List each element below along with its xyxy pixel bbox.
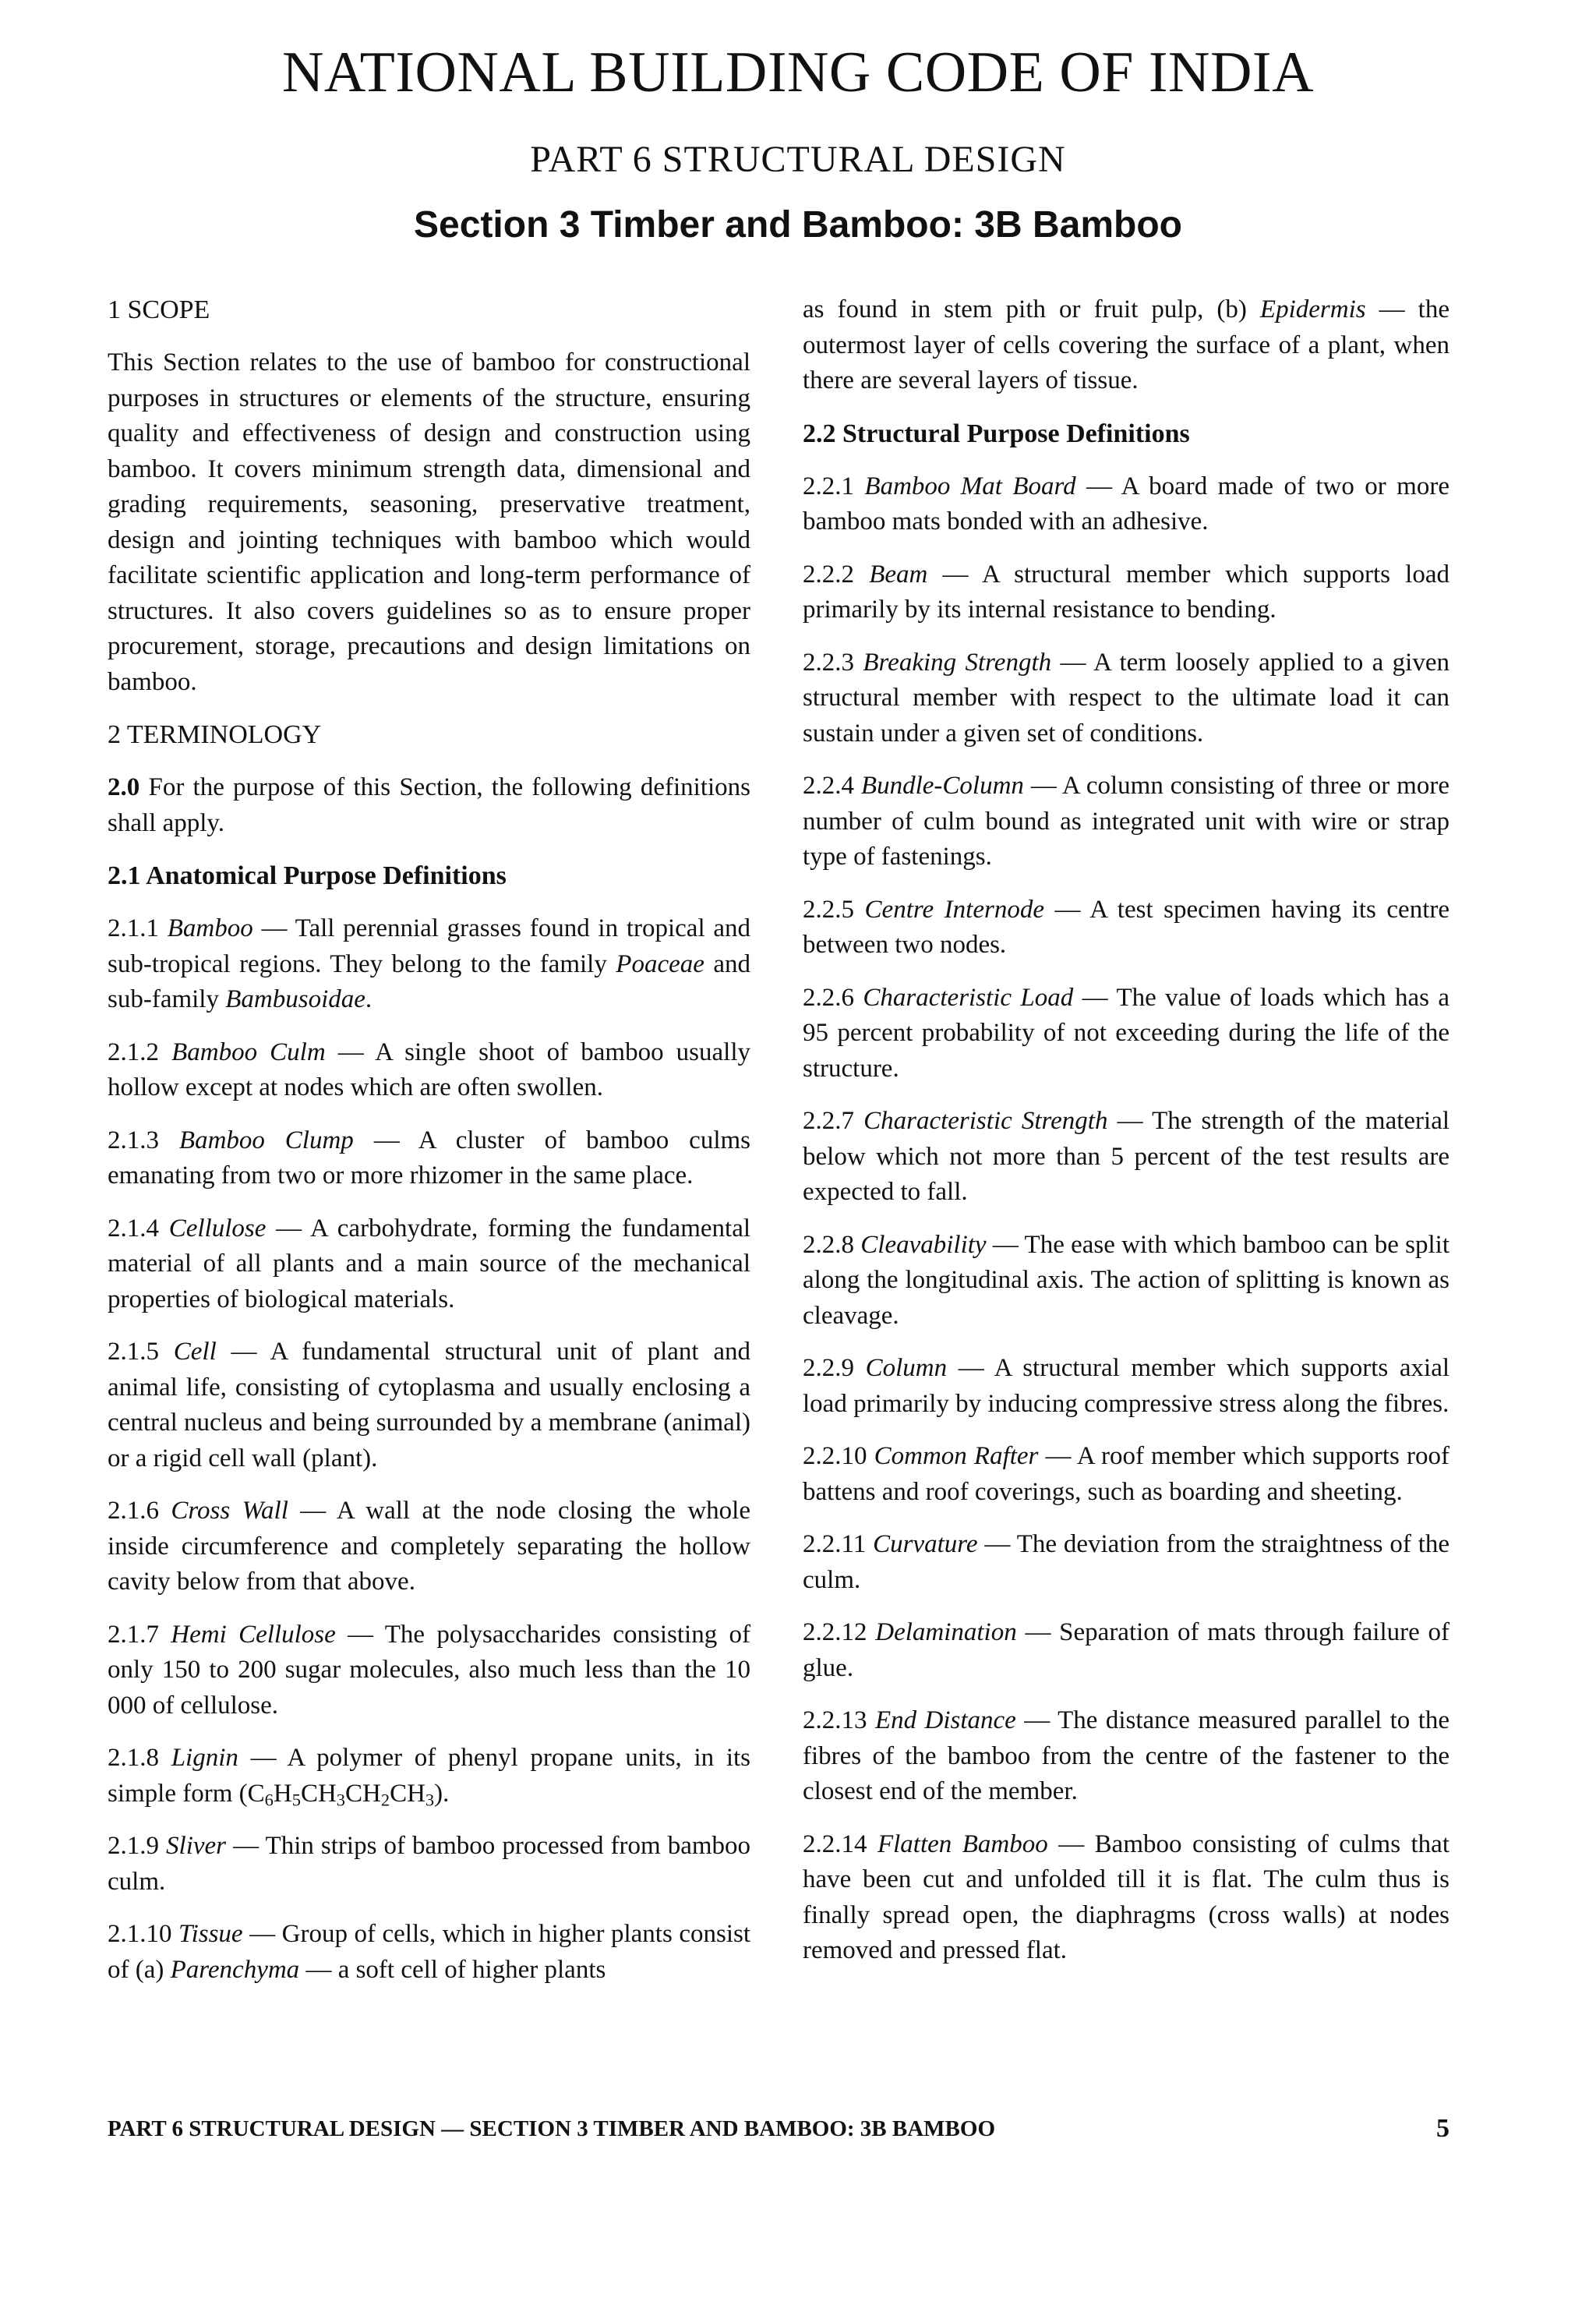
anatomical-heading: 2.1 Anatomical Purpose Definitions [108,861,507,890]
footer-running-title: PART 6 STRUCTURAL DESIGN — SECTION 3 TIMBER AND BAMBOO: 3B BAMBOO [108,2116,996,2141]
definition-2-2-9: 2.2.9 Column — A structural member which supports axial load primarily by inducing compressive stress along the fibres. [803,1354,1450,1418]
definition-2-1-6: 2.1.6 Cross Wall — A wall at the node closing the whole inside circumference and completely separating the hollow cavity below from that above. [108,1497,750,1596]
definition-2-1-3: 2.1.3 Bamboo Clump — A cluster of bamboo culms emanating from two or more rhizomer in the same place. [108,1126,751,1190]
left-column [108,292,750,2005]
definition-2-2-3: 2.2.3 Breaking Strength — A term loosely applied to a given structural member with respect to the ultimate load it can sustain under a given set of conditions. [803,648,1449,748]
definition-2-1-10-continued: as found in stem pith or fruit pulp, (b) Epidermis — the outermost layer of cells covering the surface of a plant, when there are several layers of tissue. [803,295,1449,394]
clause-text: For the purpose of this Section, the following definitions shall apply. [108,773,750,837]
definition-2-1-2: 2.1.2 Bamboo Culm — A single shoot of bamboo usually hollow except at nodes which are often swollen. [108,1038,751,1101]
definition-2-2-12: 2.2.12 Delamination — Separation of mats through failure of glue. [803,1618,1449,1682]
definition-2-1-9: 2.1.9 Sliver — Thin strips of bamboo processed from bamboo culm. [108,1832,751,1896]
definition-2-2-11: 2.2.11 Curvature — The deviation from the straightness of the culm. [803,1530,1450,1594]
definition-2-1-4: 2.1.4 Cellulose — A carbohydrate, forming the fundamental material of all plants and a main source of the mechanical properties of biological materials. [108,1214,751,1313]
structural-heading: 2.2 Structural Purpose Definitions [803,419,1190,448]
page-footer [108,2111,1449,2147]
definition-2-1-5: 2.1.5 Cell — A fundamental structural unit of plant and animal life, consisting of cytoplasma and usually enclosing a central nucleus and being surrounded by a membrane (animal) or a rigid cell wall (plant). [108,1338,750,1472]
definition-2-2-5: 2.2.5 Centre Internode — A test specimen having its centre between two nodes. [803,895,1449,959]
clause-number: 2.0 [108,773,140,801]
scope-heading: 1 SCOPE [108,295,210,324]
definition-2-2-14: 2.2.14 Flatten Bamboo — Bamboo consisting of culms that have been cut and unfolded till it is flat. The culm thus is finally spread open, the diaphragms (cross walls) at nodes removed and pressed flat. [803,1829,1449,1964]
definition-2-2-10: 2.2.10 Common Rafter — A roof member which supports roof battens and roof coverings, such as boarding and sheeting. [803,1442,1449,1506]
scope-paragraph: This Section relates to the use of bamboo for constructional purposes in structures or elements of the structure, ensuring quality and effectiveness of design and construction using bamboo. It covers minimum strength data, dimensional and grading requirements, seasoning, preservative treatment, design and jointing techniques with bamboo which would facilitate scientific application and long-term performance of structures. It also covers guidelines so as to ensure proper procurement, storage, precautions and design limitations on bamboo. [108,348,750,696]
right-column [803,292,1449,1986]
section-title: Section 3 Timber and Bamboo: 3B Bamboo [414,204,1182,246]
definition-2-2-6: 2.2.6 Characteristic Load — The value of loads which has a 95 percent probability of not exceeding during the life of the structure. [803,983,1450,1083]
part-title: PART 6 STRUCTURAL DESIGN [530,139,1066,180]
definition-2-1-8: 2.1.8 Lignin — A polymer of phenyl propane units, in its simple form $(C_6H_5CH_3CH_2CH_3)$. [108,1744,750,1810]
main-title: NATIONAL BUILDING CODE OF INDIA [281,41,1315,104]
definition-2-2-13: 2.2.13 End Distance — The distance measured parallel to the fibres of the bamboo from the centre of the fastener to the closest end of the member. [803,1706,1450,1805]
terminology-heading: 2 TERMINOLOGY [108,720,322,749]
definition-2-1-10: 2.1.10 Tissue — Group of cells, which in higher plants consist of (a) Parenchyma — a soft cell of higher plants [108,1920,750,1984]
definition-2-2-4: 2.2.4 Bundle-Column — A column consisting of three or more number of culm bound as integrated unit with wire or strap type of fastenings. [803,772,1449,871]
definition-2-2-7: 2.2.7 Characteristic Strength — The strength of the material below which not more than 5 percent of the test results are expected to fall. [803,1107,1450,1206]
page-number: 5 [1436,2114,1449,2143]
definition-2-2-2: 2.2.2 Beam — A structural member which supports load primarily by its internal resistance to bending. [803,560,1449,624]
definition-2-1-7: 2.1.7 Hemi Cellulose — The polysaccharides consisting of only 150 to 200 sugar molecules, also much less than the 10 000 of cellulose. [108,1620,750,1720]
definition-2-2-8: 2.2.8 Cleavability — The ease with which bamboo can be split along the longitudinal axis. The action of splitting is known as cleavage. [803,1230,1450,1330]
terminology-intro [108,770,750,841]
definition-2-2-1: 2.2.1 Bamboo Mat Board — A board made of two or more bamboo mats bonded with an adhesive. [803,472,1449,536]
definition-2-1-1: 2.1.1 Bamboo — Tall perennial grasses found in tropical and sub-tropical regions. They belong to the family Poaceae and sub-family Bambusoidae. [108,914,751,1013]
